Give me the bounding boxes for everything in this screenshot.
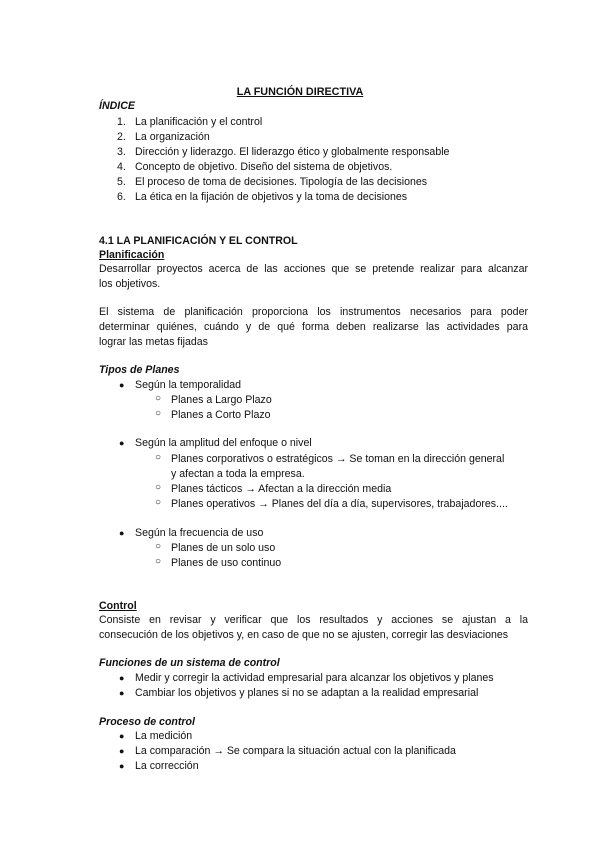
bullet-icon: ● bbox=[119, 380, 125, 390]
list-item: La comparación → Se compara la situación actual con la planificada bbox=[135, 745, 456, 757]
list-item: Planes tácticos → Afectan a la dirección media bbox=[171, 483, 392, 495]
list-item: Medir y corregir la actividad empresarial para alcanzar los objetivos y planes bbox=[135, 672, 494, 684]
circle-bullet-icon: ○ bbox=[155, 393, 162, 404]
bullet-icon: ● bbox=[119, 688, 125, 698]
index-num: 1. bbox=[117, 116, 126, 128]
list-item: Planes corporativos o estratégicos → Se toman en la dirección general bbox=[171, 453, 505, 465]
list-item: Según la temporalidad bbox=[135, 379, 242, 391]
circle-bullet-icon: ○ bbox=[155, 556, 162, 567]
bullet-icon: ● bbox=[119, 746, 125, 756]
paragraph-line: Consiste en revisar y verificar que los resultados y acciones se ajustan a la bbox=[99, 614, 528, 626]
list-item: La medición bbox=[135, 730, 193, 742]
index-item: La ética en la fijación de objetivos y la toma de decisiones bbox=[135, 191, 408, 203]
paragraph-line: determinar quiénes, cuándo y de qué forma deben realizarse las actividades para bbox=[99, 321, 528, 333]
index-item: La planificación y el control bbox=[135, 116, 263, 128]
index-item: El proceso de toma de decisiones. Tipología de las decisiones bbox=[135, 176, 428, 188]
funciones-heading: Funciones de un sistema de control bbox=[99, 657, 280, 669]
section-heading: 4.1 LA PLANIFICACIÓN Y EL CONTROL bbox=[99, 235, 298, 247]
list-item: La corrección bbox=[135, 760, 199, 772]
index-heading: ÍNDICE bbox=[99, 100, 135, 112]
bullet-icon: ● bbox=[119, 731, 125, 741]
document-title: LA FUNCIÓN DIRECTIVA bbox=[236, 86, 364, 98]
index-num: 5. bbox=[117, 176, 126, 188]
proceso-heading: Proceso de control bbox=[99, 716, 195, 728]
index-item: La organización bbox=[135, 131, 210, 143]
paragraph-line: El sistema de planificación proporciona los instrumentos necesarios para poder bbox=[99, 306, 528, 318]
index-num: 3. bbox=[117, 146, 126, 158]
paragraph-line: consecución de los objetivos y, en caso de que no se ajusten, corregir las desviaciones bbox=[99, 629, 509, 641]
list-item: Cambiar los objetivos y planes si no se adaptan a la realidad empresarial bbox=[135, 687, 479, 699]
paragraph-line: Desarrollar proyectos acerca de las acciones que se pretende realizar para alcanzar bbox=[99, 263, 528, 275]
circle-bullet-icon: ○ bbox=[155, 497, 162, 508]
bullet-icon: ● bbox=[119, 528, 125, 538]
list-item: y afectan a toda la empresa. bbox=[171, 468, 305, 480]
list-item: Según la amplitud del enfoque o nivel bbox=[135, 437, 312, 449]
bullet-icon: ● bbox=[119, 438, 125, 448]
list-item: Según la frecuencia de uso bbox=[135, 527, 264, 539]
list-item: Planes a Corto Plazo bbox=[171, 409, 271, 421]
bullet-icon: ● bbox=[119, 673, 125, 683]
circle-bullet-icon: ○ bbox=[155, 408, 162, 419]
planificacion-heading: Planificación bbox=[99, 249, 165, 261]
circle-bullet-icon: ○ bbox=[155, 482, 162, 493]
index-num: 6. bbox=[117, 191, 126, 203]
list-item: Planes de uso continuo bbox=[171, 557, 282, 569]
list-item: Planes operativos → Planes del día a día, supervisores, trabajadores.... bbox=[171, 498, 508, 510]
circle-bullet-icon: ○ bbox=[155, 541, 162, 552]
index-item: Dirección y liderazgo. El liderazgo ético y globalmente responsable bbox=[135, 146, 450, 158]
list-item: Planes de un solo uso bbox=[171, 542, 276, 554]
tipos-planes-heading: Tipos de Planes bbox=[99, 364, 180, 376]
circle-bullet-icon: ○ bbox=[155, 452, 162, 463]
bullet-icon: ● bbox=[119, 761, 125, 771]
control-heading: Control bbox=[99, 600, 137, 612]
index-num: 4. bbox=[117, 161, 126, 173]
index-num: 2. bbox=[117, 131, 126, 143]
paragraph-line: lograr las metas fijadas bbox=[99, 336, 208, 348]
paragraph-line: los objetivos. bbox=[99, 278, 161, 290]
index-item: Concepto de objetivo. Diseño del sistema de objetivos. bbox=[135, 161, 393, 173]
list-item: Planes a Largo Plazo bbox=[171, 394, 272, 406]
